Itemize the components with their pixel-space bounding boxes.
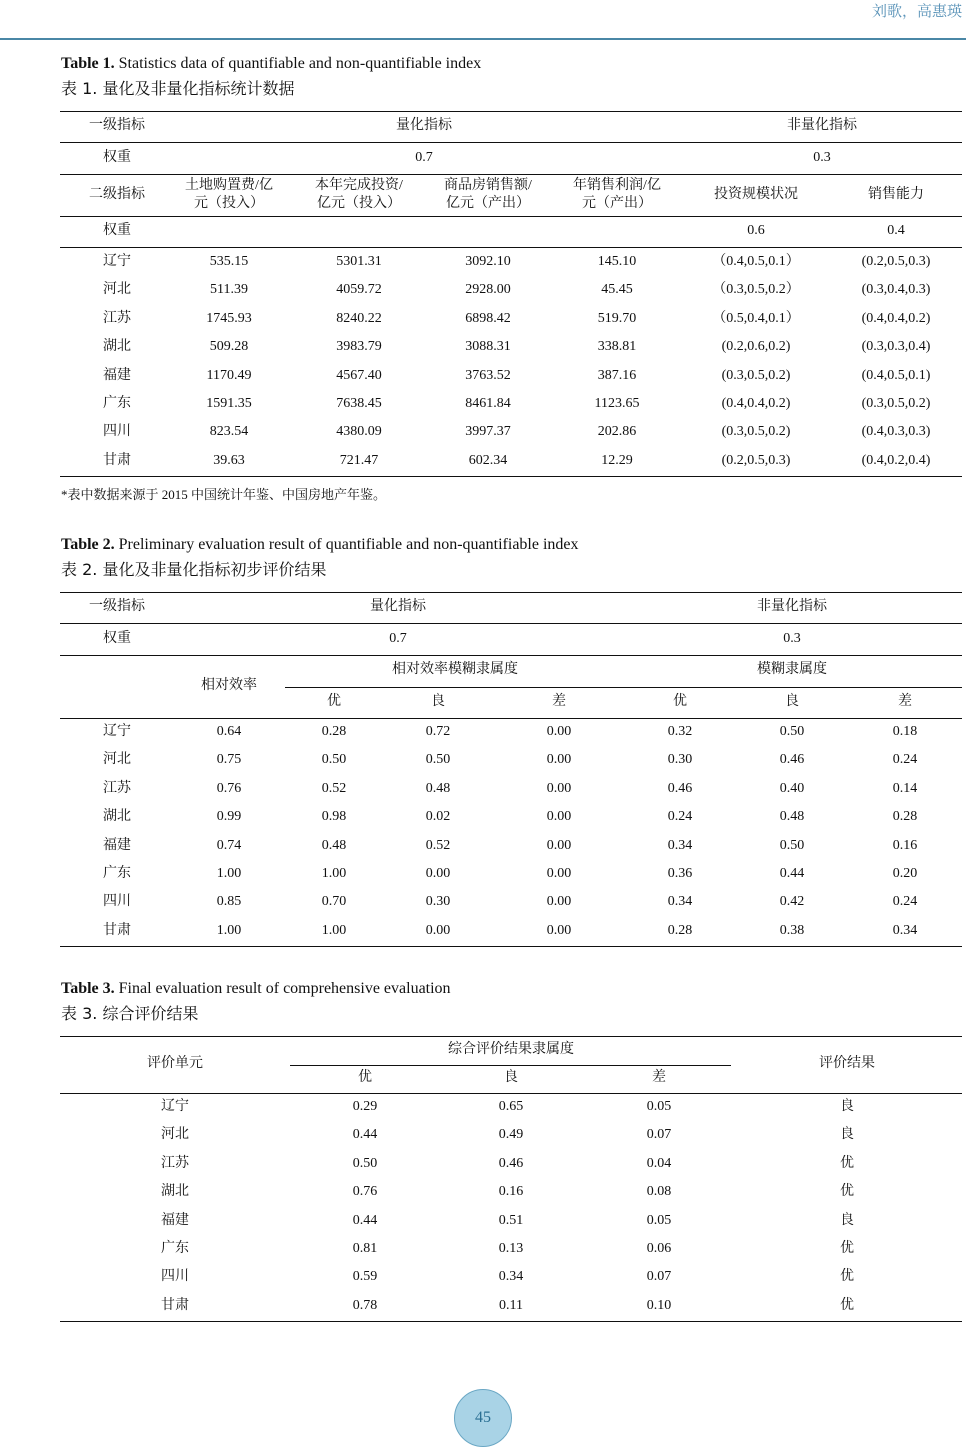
table-cell: 145.10 [597, 253, 637, 269]
table-rule [60, 1321, 962, 1322]
table-cell: 3997.37 [465, 424, 511, 440]
table-cell: 1.00 [321, 922, 347, 938]
table-rule [60, 1036, 962, 1037]
table-cell: 0.00 [425, 922, 451, 938]
table-cell: (0.2,0.6,0.2) [721, 339, 791, 355]
table-cell: 0.42 [779, 894, 805, 910]
table-cell: 良 [840, 1098, 854, 1114]
table-cell: 45.45 [601, 282, 633, 298]
header-cell: 0.4 [887, 222, 905, 238]
table-cell: 0.50 [352, 1155, 378, 1171]
running-header-authors: 刘歌，高惠瑛 [871, 4, 962, 20]
table-cell: 0.30 [425, 894, 451, 910]
header-cell: 相对效率模糊隶属度 [392, 661, 518, 677]
table-cell: （0.5,0.4,0.1） [712, 310, 800, 326]
header-cell: 评价单元 [147, 1055, 203, 1071]
header-cell: 一级指标 [89, 117, 145, 133]
table-cell: 0.48 [779, 809, 805, 825]
table-rule [60, 946, 962, 947]
table-cell: 0.49 [498, 1127, 524, 1143]
table-cell: 0.50 [779, 837, 805, 853]
table-cell: 甘肃 [161, 1297, 189, 1313]
table-cell: 3763.52 [465, 367, 511, 383]
header-cell: 0.3 [813, 149, 831, 165]
table-cell: 0.28 [892, 809, 918, 825]
table-cell: 0.52 [425, 837, 451, 853]
table-cell: 511.39 [210, 282, 248, 298]
table-cell: 河北 [161, 1127, 189, 1143]
table-cell: 509.28 [209, 339, 249, 355]
table-cell: 6898.42 [465, 310, 511, 326]
table1-note: *表中数据来源于 2015 中国统计年鉴、中国房地产年鉴。 [61, 487, 387, 502]
table-cell: 0.50 [779, 723, 805, 739]
table-cell: 0.10 [646, 1297, 672, 1313]
table-cell: 8461.84 [465, 395, 511, 411]
table-cell: 广东 [103, 865, 131, 881]
table-cell: 0.48 [321, 837, 347, 853]
table-cell: (0.4,0.5,0.1) [861, 367, 931, 383]
table1-title: Statistics data of quantifiable and non-quantifiable index [114, 55, 482, 72]
table-cell: 0.00 [546, 837, 572, 853]
table-cell: 0.20 [892, 865, 918, 881]
table-cell: 甘肃 [103, 452, 131, 468]
table3-caption-en [61, 980, 451, 998]
table-cell: 0.05 [646, 1098, 672, 1114]
table-cell: 5301.31 [336, 253, 382, 269]
table-cell: 0.46 [498, 1155, 524, 1171]
header-cell: 一级指标 [89, 598, 145, 614]
header-cell: 良 [504, 1069, 518, 1085]
table-cell: 338.81 [597, 339, 637, 355]
table-cell: 4567.40 [336, 367, 382, 383]
table-cell: 0.59 [352, 1269, 378, 1285]
table-cell: 0.48 [425, 780, 451, 796]
header-cell: 权重 [103, 149, 131, 165]
header-cell: 非量化指标 [757, 598, 827, 614]
table-cell: 0.00 [546, 922, 572, 938]
table-cell: 湖北 [103, 339, 131, 355]
header-cell: 量化指标 [370, 598, 426, 614]
header-cell: 土地购置费/亿 元（投入） [185, 177, 273, 211]
table-rule [60, 623, 962, 624]
header-cell: 差 [652, 1069, 666, 1085]
table-cell: 良 [840, 1212, 854, 1228]
table-rule [60, 592, 962, 593]
table-cell: 1.00 [216, 922, 242, 938]
table-cell: 0.34 [892, 922, 918, 938]
table-cell: 0.02 [425, 809, 451, 825]
table-cell: 0.78 [352, 1297, 378, 1313]
header-cell: 权重 [103, 222, 131, 238]
header-divider [0, 38, 966, 40]
table-cell: 0.07 [646, 1127, 672, 1143]
header-cell: 销售能力 [868, 186, 924, 202]
table-cell: (0.3,0.5,0.2) [861, 395, 931, 411]
table-rule [60, 718, 962, 719]
table-cell: 0.75 [216, 752, 242, 768]
table-cell: 河北 [103, 282, 131, 298]
table-cell: 0.52 [321, 780, 347, 796]
table-cell: 387.16 [597, 367, 637, 383]
table-cell: 0.40 [779, 780, 805, 796]
table-cell: (0.4,0.4,0.2) [861, 310, 931, 326]
table-rule [60, 142, 962, 143]
table-cell: 四川 [161, 1269, 189, 1285]
table2-label: Table 2. [61, 536, 115, 553]
header-cell: 差 [898, 693, 912, 709]
header-cell: 0.7 [415, 149, 433, 165]
table-cell: 0.85 [216, 894, 242, 910]
table-cell: 3088.31 [465, 339, 511, 355]
table-cell: 广东 [103, 395, 131, 411]
header-cell: 差 [552, 693, 566, 709]
table-cell: 0.07 [646, 1269, 672, 1285]
table-cell: 1.00 [216, 865, 242, 881]
table-cell: 福建 [161, 1212, 189, 1228]
table-rule [60, 174, 962, 175]
table1-caption-en [61, 55, 481, 73]
table-cell: 0.44 [352, 1212, 378, 1228]
table-cell: 四川 [103, 424, 131, 440]
page-number-badge [454, 1389, 512, 1447]
table-cell: 0.44 [779, 865, 805, 881]
table-cell: 0.00 [546, 894, 572, 910]
table-cell: 江苏 [103, 780, 131, 796]
table-cell: 0.36 [667, 865, 693, 881]
table-cell: (0.4,0.3,0.3) [861, 424, 931, 440]
header-cell: 0.3 [783, 630, 801, 646]
table-cell: 0.14 [892, 780, 918, 796]
table-cell: （0.3,0.5,0.2） [712, 282, 800, 298]
table-cell: 0.00 [546, 865, 572, 881]
header-cell: 优 [358, 1069, 372, 1085]
table-cell: 519.70 [597, 310, 637, 326]
table-cell: 12.29 [601, 452, 633, 468]
header-cell: 良 [785, 693, 799, 709]
table-cell: 0.34 [667, 894, 693, 910]
table-cell: 8240.22 [336, 310, 382, 326]
table1-label: Table 1. [61, 55, 115, 72]
table-cell: 0.05 [646, 1212, 672, 1228]
table-cell: 0.00 [425, 865, 451, 881]
table-cell: 优 [840, 1155, 854, 1171]
header-cell: 优 [673, 693, 687, 709]
table-cell: 0.29 [352, 1098, 378, 1114]
table-cell: 0.34 [667, 837, 693, 853]
header-cell: 商品房销售额/ 亿元（产出） [444, 177, 532, 211]
table-cell: 0.76 [216, 780, 242, 796]
table-cell: 江苏 [161, 1155, 189, 1171]
table-cell: 0.70 [321, 894, 347, 910]
table-cell: 7638.45 [336, 395, 382, 411]
table-cell: 0.11 [499, 1297, 523, 1313]
header-cell: 评价结果 [819, 1055, 875, 1071]
table-cell: 河北 [103, 752, 131, 768]
table-cell: 535.15 [209, 253, 249, 269]
table-cell: 0.65 [498, 1098, 524, 1114]
table-cell: 3092.10 [465, 253, 511, 269]
header-cell: 非量化指标 [787, 117, 857, 133]
table-cell: 辽宁 [161, 1098, 189, 1114]
table-cell: 优 [840, 1240, 854, 1256]
table-cell: 0.00 [546, 809, 572, 825]
header-cell: 优 [327, 693, 341, 709]
header-cell: 二级指标 [89, 186, 145, 202]
table-cell: 1170.49 [206, 367, 252, 383]
table-cell: 39.63 [213, 452, 245, 468]
table-cell: 甘肃 [103, 922, 131, 938]
table-cell: 0.13 [498, 1240, 524, 1256]
header-cell: 0.7 [389, 630, 407, 646]
table-cell: (0.2,0.5,0.3) [861, 253, 931, 269]
table-cell: 0.00 [546, 723, 572, 739]
table-cell: 湖北 [103, 809, 131, 825]
table-cell: (0.2,0.5,0.3) [721, 452, 791, 468]
table-cell: 0.18 [892, 723, 918, 739]
table-cell: 0.30 [667, 752, 693, 768]
table-cell: 0.46 [779, 752, 805, 768]
header-cell: 良 [431, 693, 445, 709]
table-cell: 0.46 [667, 780, 693, 796]
table3-label: Table 3. [61, 980, 115, 997]
table-cell: (0.3,0.5,0.2) [721, 367, 791, 383]
table-cell: 0.28 [667, 922, 693, 938]
table-cell: 0.06 [646, 1240, 672, 1256]
table-cell: （0.4,0.5,0.1） [712, 253, 800, 269]
table3-caption-zh: 表 3. 综合评价结果 [61, 1004, 199, 1023]
table-cell: 江苏 [103, 310, 131, 326]
table-rule [60, 1093, 962, 1094]
table-cell: 0.44 [352, 1127, 378, 1143]
table-cell: 0.16 [498, 1184, 524, 1200]
page-number: 45 [475, 1409, 491, 1426]
table-cell: 广东 [161, 1240, 189, 1256]
table-cell: 0.38 [779, 922, 805, 938]
table-cell: 4380.09 [336, 424, 382, 440]
table-cell: 0.72 [425, 723, 451, 739]
table-cell: 福建 [103, 837, 131, 853]
table-cell: 优 [840, 1269, 854, 1285]
table-cell: 0.99 [216, 809, 242, 825]
table-cell: 0.98 [321, 809, 347, 825]
table-cell: 721.47 [339, 452, 379, 468]
table-cell: 0.24 [667, 809, 693, 825]
header-cell: 投资规模状况 [714, 186, 798, 202]
table-rule [60, 111, 962, 112]
table-rule [290, 1065, 731, 1066]
table-cell: 202.86 [597, 424, 637, 440]
table-cell: 优 [840, 1297, 854, 1313]
table3-title: Final evaluation result of comprehensive evaluation [114, 980, 451, 997]
table-cell: 0.16 [892, 837, 918, 853]
table-cell: 辽宁 [103, 253, 131, 269]
table-rule [60, 216, 962, 217]
table-cell: 823.54 [209, 424, 249, 440]
header-cell: 综合评价结果隶属度 [448, 1041, 574, 1057]
table-cell: 0.00 [546, 752, 572, 768]
header-cell: 年销售利润/亿 元（产出） [573, 177, 661, 211]
table-cell: 湖北 [161, 1184, 189, 1200]
table2-title: Preliminary evaluation result of quantifiable and non-quantifiable index [114, 536, 579, 553]
table-cell: (0.4,0.4,0.2) [721, 395, 791, 411]
table-cell: 0.28 [321, 723, 347, 739]
table-rule [60, 247, 962, 248]
table-cell: 4059.72 [336, 282, 382, 298]
table-cell: 1745.93 [206, 310, 252, 326]
table-cell: 0.50 [425, 752, 451, 768]
table-rule [60, 655, 962, 656]
table-cell: 0.81 [352, 1240, 378, 1256]
header-cell: 0.6 [747, 222, 765, 238]
table-cell: 0.08 [646, 1184, 672, 1200]
header-cell: 本年完成投资/ 亿元（投入） [315, 177, 403, 211]
table-cell: 0.04 [646, 1155, 672, 1171]
table-cell: (0.3,0.3,0.4) [861, 339, 931, 355]
table-cell: 辽宁 [103, 723, 131, 739]
table-cell: 1123.65 [594, 395, 640, 411]
table-rule [285, 687, 962, 688]
table-cell: 0.64 [216, 723, 242, 739]
table-cell: 优 [840, 1184, 854, 1200]
table-cell: 四川 [103, 894, 131, 910]
table-cell: 1.00 [321, 865, 347, 881]
table-cell: 0.34 [498, 1269, 524, 1285]
table-cell: 0.24 [892, 894, 918, 910]
table-cell: (0.3,0.5,0.2) [721, 424, 791, 440]
table2-caption-zh: 表 2. 量化及非量化指标初步评价结果 [61, 560, 327, 579]
table-cell: 2928.00 [465, 282, 511, 298]
table-cell: 福建 [103, 367, 131, 383]
table-cell: (0.3,0.4,0.3) [861, 282, 931, 298]
header-cell: 模糊隶属度 [757, 661, 827, 677]
table1-caption-zh: 表 1. 量化及非量化指标统计数据 [61, 79, 295, 98]
header-cell: 权重 [103, 630, 131, 646]
table-cell: (0.4,0.2,0.4) [861, 452, 931, 468]
table-cell: 0.50 [321, 752, 347, 768]
header-cell: 量化指标 [396, 117, 452, 133]
table-rule [60, 476, 962, 477]
table-cell: 1591.35 [206, 395, 252, 411]
header-cell: 相对效率 [201, 677, 257, 693]
table-cell: 0.51 [498, 1212, 524, 1228]
table-cell: 良 [840, 1127, 854, 1143]
table-cell: 0.76 [352, 1184, 378, 1200]
table-cell: 602.34 [468, 452, 508, 468]
table-cell: 0.74 [216, 837, 242, 853]
table-cell: 0.00 [546, 780, 572, 796]
table-cell: 0.32 [667, 723, 693, 739]
table2-caption-en [61, 536, 579, 554]
table-cell: 3983.79 [336, 339, 382, 355]
table-cell: 0.24 [892, 752, 918, 768]
